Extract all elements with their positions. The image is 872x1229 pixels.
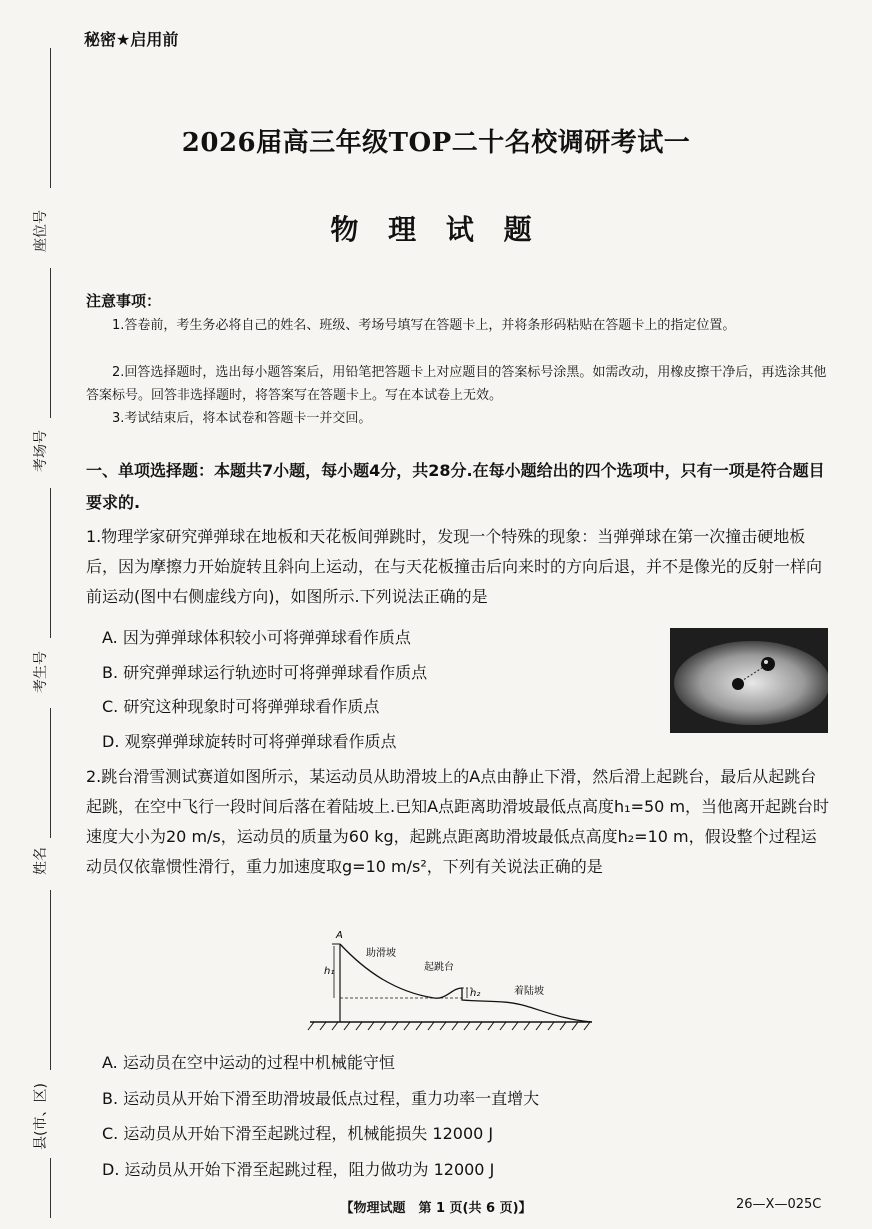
margin-line (50, 708, 51, 838)
q2-option-b: B. 运动员从开始下滑至助滑坡最低点过程，重力功率一直增大 (102, 1089, 540, 1108)
diagram-label-run-slope: 助滑坡 (366, 948, 396, 959)
seat-number-label: 座位号 (33, 210, 49, 252)
q2-option-a: A. 运动员在空中运动的过程中机械能守恒 (102, 1053, 395, 1072)
question-1-stem: 1.物理学家研究弹弹球在地板和天花板间弹跳时，发现一个特殊的现象：当弹弹球在第一次撞击硬地板后，因为摩擦力开始旋转且斜向上运动，在与天花板撞击后向来时的方向后退，并不是像光的反射一样向前运动(图中右侧虚线方向)，如图所示.下列说法正确的是 (86, 527, 823, 606)
margin-line (50, 890, 51, 1070)
diagram-label-landing-slope: 着陆坡 (514, 986, 544, 997)
margin-line (50, 268, 51, 418)
notice-item: 1.答卷前，考生务必将自己的姓名、班级、考场号填写在答题卡上，并将条形码粘贴在答题卡上的指定位置。 (112, 318, 736, 333)
section-heading: 一、单项选择题：本题共7小题，每小题4分，共28分.在每小题给出的四个选项中，只有一项是符合题目要求的. (86, 461, 825, 512)
q1-option-d: D. 观察弹弹球旋转时可将弹弹球看作质点 (102, 732, 397, 751)
page-footer: 【物理试题 第 1 页(共 6 页)】 (340, 1201, 532, 1216)
margin-line (50, 488, 51, 638)
notice-item: 3.考试结束后，将本试卷和答题卡一并交回。 (112, 411, 372, 426)
q2-option-c: C. 运动员从开始下滑至起跳过程，机械能损失 12000 J (102, 1124, 494, 1143)
paper-code: 26—X—025C (736, 1197, 822, 1212)
bouncing-ball-photo (670, 628, 828, 733)
diagram-label-a: A (336, 930, 343, 941)
county-label: 县(市、区) (33, 1083, 49, 1150)
student-number-label: 考生号 (33, 651, 49, 693)
margin-line (50, 48, 51, 188)
name-label: 姓名 (33, 847, 49, 875)
diagram-label-h2: h₂ (470, 988, 481, 999)
ski-jump-diagram (306, 926, 596, 1038)
notice-heading: 注意事项： (86, 292, 162, 310)
notice-item: 2.回答选择题时，选出每小题答案后，用铅笔把答题卡上对应题目的答案标号涂黑。如需改动，用橡皮擦干净后，再选涂其他答案标号。回答非选择题时，将答案写在答题卡上。写在本试卷上无效。 (86, 365, 827, 403)
confidential-mark: 秘密★启用前 (84, 30, 179, 49)
q1-option-c: C. 研究这种现象时可将弹弹球看作质点 (102, 697, 380, 716)
q1-option-b: B. 研究弹弹球运行轨迹时可将弹弹球看作质点 (102, 663, 428, 682)
diagram-label-jump-platform: 起跳台 (424, 962, 454, 973)
question-2-stem: 2.跳台滑雪测试赛道如图所示，某运动员从助滑坡上的A点由静止下滑，然后滑上起跳台，最后从起跳台起跳，在空中飞行一段时间后落在着陆坡上.已知A点距离助滑坡最低点高度h₁=50 m，当他离开起跳台时速度大小为20 m/s，运动员的质量为60 kg，起跳点距离助滑坡最低点高度h₂=10 m，假设整个过程运动员仅依靠惯性滑行，重力加速度取g=10 m/s²，下列有关说法正确的是 (86, 767, 830, 876)
q1-option-a: A. 因为弹弹球体积较小可将弹弹球看作质点 (102, 628, 411, 647)
exam-room-label: 考场号 (33, 430, 49, 472)
diagram-label-h1: h₁ (324, 966, 335, 977)
subject-title: 物 理 试 题 (330, 213, 542, 246)
q2-option-d: D. 运动员从开始下滑至起跳过程，阻力做功为 12000 J (102, 1160, 495, 1179)
exam-title: 2026届高三年级TOP二十名校调研考试一 (181, 128, 691, 158)
